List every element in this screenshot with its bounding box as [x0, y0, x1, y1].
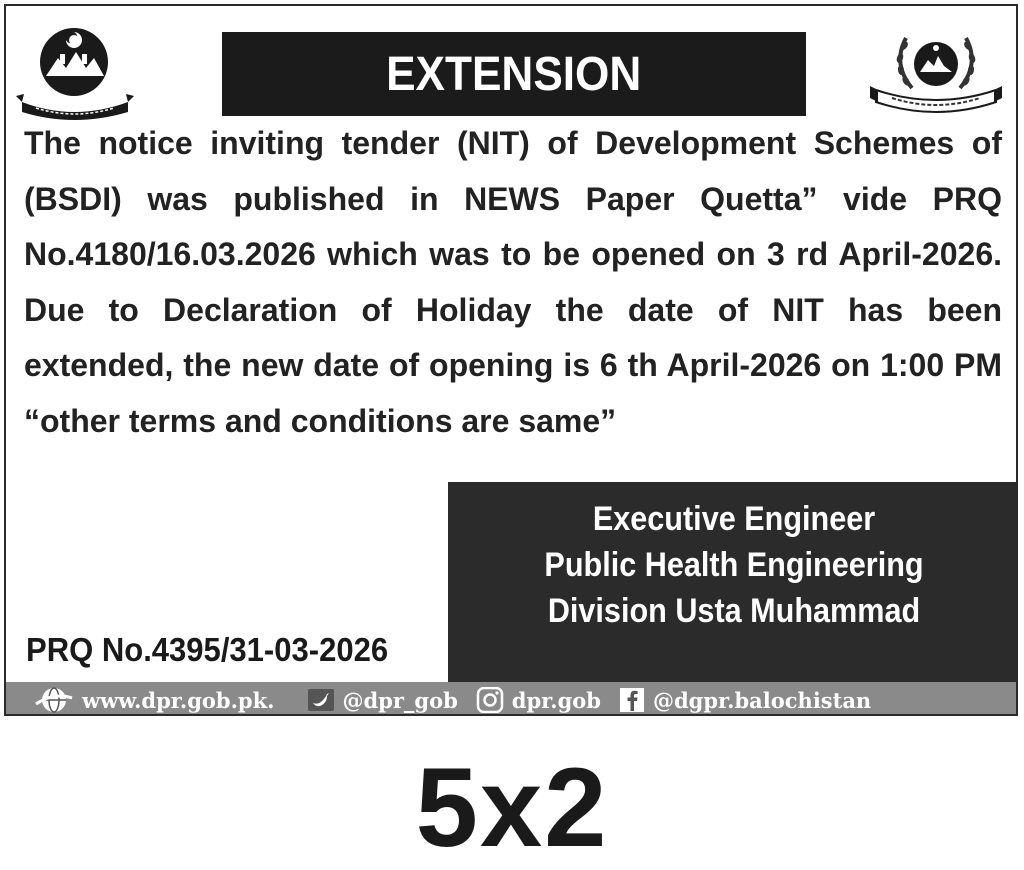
signature-block — [448, 482, 1018, 682]
twitter-icon — [308, 689, 334, 711]
signature-designation: Executive Engineer — [592, 500, 876, 538]
signature-division: Division Usta Muhammad — [547, 592, 921, 630]
footer-facebook-text: @dgpr.balochistan — [653, 687, 872, 713]
footer-twitter-text: @dpr_gob — [342, 687, 458, 713]
ad-size-label: 5x2 — [415, 745, 609, 870]
signature-department: Public Health Engineering — [544, 546, 924, 584]
footer-facebook[interactable] — [619, 687, 871, 713]
notice-title: EXTENSION — [386, 47, 642, 101]
balochistan-government-emblem — [16, 24, 136, 124]
notice-body-line: The notice inviting tender (NIT) of Development Schemes of — [24, 125, 1002, 161]
globe-icon — [34, 686, 74, 714]
notice-body-line: No.4180/16.03.2026 which was to be opened on 3 rd April-2026. — [24, 236, 1002, 272]
footer-instagram-text: dpr.gob — [511, 687, 601, 713]
notice-body-line: extended, the new date of opening is 6 th April-2026 on 1:00 PM — [24, 347, 1002, 383]
notice-body — [24, 116, 1002, 449]
footer-website-text: www.dpr.gob.pk. — [82, 687, 275, 713]
instagram-icon — [476, 687, 504, 713]
notice-body-line: “other terms and conditions are same” — [24, 402, 617, 439]
footer-twitter[interactable] — [308, 688, 457, 713]
facebook-icon — [619, 687, 645, 713]
notice-body-line: (BSDI) was published in NEWS Paper Quetta” vide PRQ — [24, 180, 1002, 217]
footer-website[interactable] — [34, 686, 274, 714]
title-banner — [222, 32, 806, 116]
prq-number: PRQ No.4395/31-03-2026 — [26, 631, 389, 668]
notice-body-line: Due to Declaration of Holiday the date of NIT has been — [24, 291, 1002, 328]
newspaper-advertisement — [4, 4, 1018, 716]
contact-footer — [6, 682, 1016, 716]
dgpr-emblem — [866, 28, 1006, 118]
footer-instagram[interactable] — [476, 687, 601, 713]
